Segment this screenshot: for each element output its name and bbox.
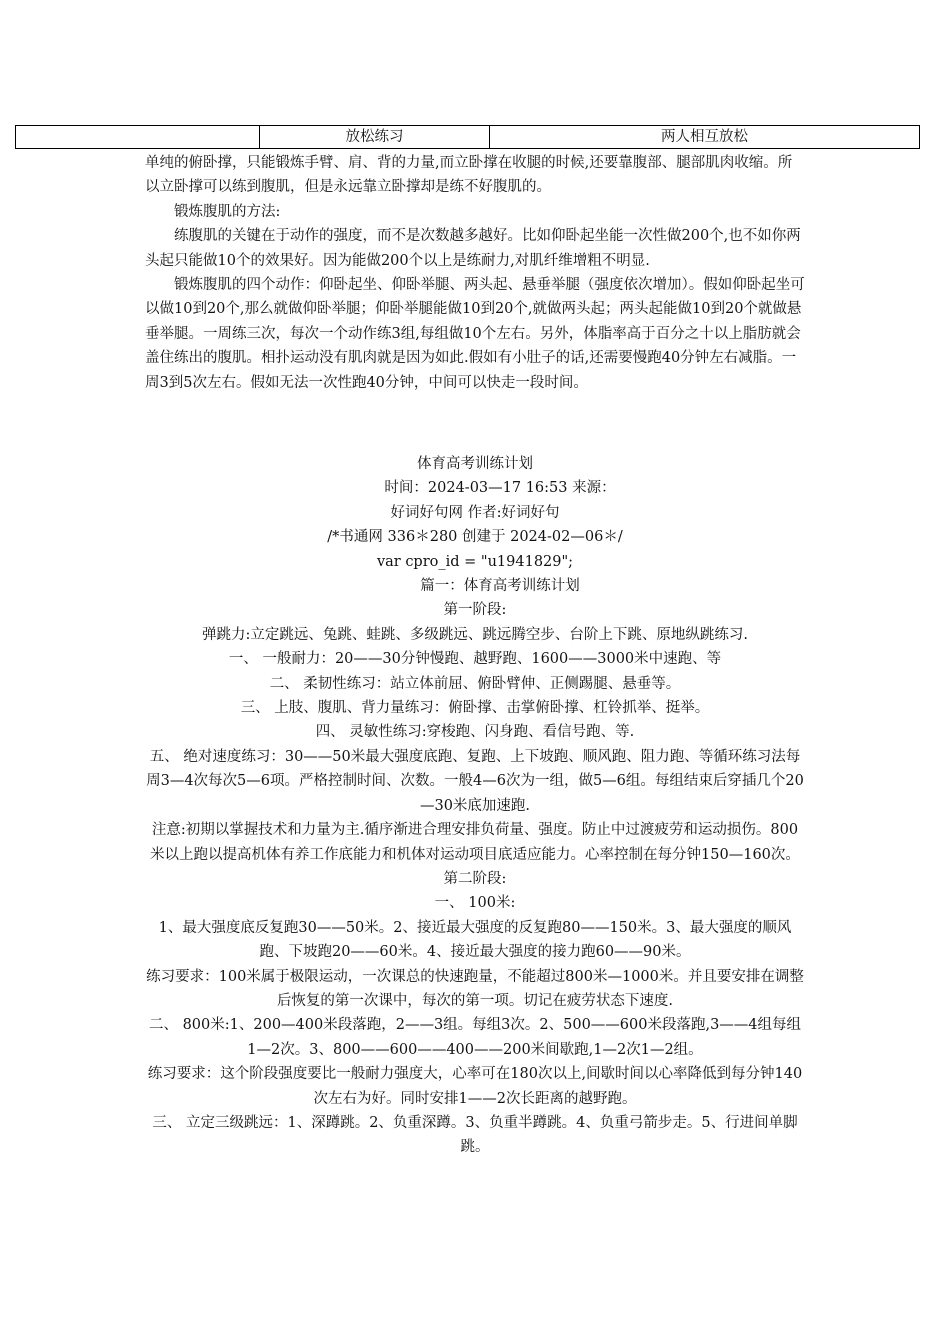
table-cell-empty <box>16 126 260 149</box>
article-time-line: 时间：2024-03—17 16:53 来源： <box>384 480 616 497</box>
paragraph-method-heading: 锻炼腹肌的方法: <box>174 203 281 220</box>
article-comment-line: /*书通网 336＊280 创建于 2024-02—06＊/ <box>327 529 623 546</box>
stage-two-requirement-2: 练习要求：这个阶段强度要比一般耐力强度大，心率可在180次以上,间歇时间以心率降低到每分钟140次左右为好。同时安排1——2次长距离的越野跑。 <box>147 1066 803 1107</box>
top-table <box>15 125 920 149</box>
stage-one-item-4: 四、 灵敏性练习:穿梭跑、闪身跑、看信号跑、等. <box>315 724 635 741</box>
paragraph-pushup: 单纯的俯卧撑，只能锻炼手臂、肩、背的力量,而立卧撑在收腿的时候,还要靠腹部、腿部肌肉收缩。所以立卧撑可以练到腹肌，但是永远靠立卧撑却是练不好腹肌的。 <box>145 155 793 196</box>
note-paragraph: 注意:初期以掌握技术和力量为主.循序渐进合理安排负荷量、强度。防止中过渡疲劳和运动损伤。800米以上跑以提高机体有养工作底能力和机体对运动项目底适应能力。心率控制在每分钟150—160次。 <box>150 822 800 863</box>
stage-two-item-2: 二、 800米:1、200—400米段落跑，2——3组。每组3次。2、500——600米段落跑,3——4组每组1—2次。3、800——600——400——200米间歇跑,1—2次1—2组。 <box>148 1017 802 1058</box>
stage-one-item-5: 五、 绝对速度练习：30——50米最大强度底跑、复跑、上下坡跑、顺风跑、阻力跑、等循环练习法每周3—4次每次5—6项。严格控制时间、次数。一般4—6次为一组，做5—6组。每组结束后穿插几个20—30米底加速跑. <box>146 748 804 814</box>
table-row <box>16 126 920 149</box>
table-cell-activity: 放松练习 <box>260 126 490 149</box>
stage-two-item-1: 一、 100米: <box>434 895 516 912</box>
article-block <box>145 452 805 1160</box>
stage-one-item-2: 二、 柔韧性练习：站立体前屈、俯卧臂伸、正侧踢腿、悬垂等。 <box>269 675 681 692</box>
table-cell-method: 两人相互放松 <box>490 126 920 149</box>
article-code-line: var cpro_id = "u1941829"; <box>376 553 574 570</box>
stage-two-detail-1: 1、最大强度底反复跑30——50米。2、接近最大强度的反复跑80——150米。3、最大强度的顺风跑、下坡跑20——60米。4、接近最大强度的接力跑60——90米。 <box>158 919 792 961</box>
stage-one-item-1: 一、 一般耐力：20——30分钟慢跑、越野跑、1600——3000米中速跑、等 <box>228 651 722 668</box>
section-title: 篇一：体育高考训练计划 <box>420 578 580 595</box>
article-author-line: 好词好句网 作者:好词好句 <box>390 504 560 521</box>
paragraph-four-moves: 锻炼腹肌的四个动作：仰卧起坐、仰卧举腿、两头起、悬垂举腿（强度依次增加）。假如仰卧起坐可以做10到20个,那么就做仰卧举腿；仰卧举腿能做10到20个,就做两头起；两头起能做10到20个就做悬垂举腿。一周练三次，每次一个动作练3组,每组做10个左右。另外，体脂率高于百分之十以上脂肪就会盖住练出的腹肌。相扑运动没有肌肉就是因为如此.假如有小肚子的话,还需要慢跑40分钟左右减脂。一周3到5次左右。假如无法一次性跑40分钟，中间可以快走一段时间。 <box>145 277 805 391</box>
stage-two-item-3: 三、 立定三级跳远：1、深蹲跳。2、负重深蹲。3、负重半蹲跳。4、负重弓箭步走。5、行进间单脚跳。 <box>152 1114 798 1156</box>
stage-two-requirement-1: 练习要求：100米属于极限运动，一次课总的快速跑量，不能超过800米—1000米。并且要安排在调整后恢复的第一次课中，每次的第一项。切记在疲劳状态下速度. <box>146 968 804 1009</box>
article-title: 体育高考训练计划 <box>417 456 533 472</box>
jump-line: 弹跳力:立定跳远、兔跳、蛙跳、多级跳远、跳远腾空步、台阶上下跳、原地纵跳练习. <box>202 626 748 643</box>
paragraph-intensity: 练腹肌的关键在于动作的强度，而不是次数越多越好。比如仰卧起坐能一次性做200个,也不如你两头起只能做10个的效果好。因为能做200个以上是练耐力,对肌纤维增粗不明显. <box>145 228 801 269</box>
stage-one-heading: 第一阶段: <box>443 602 507 619</box>
body-text <box>145 151 805 395</box>
stage-two-heading: 第二阶段: <box>443 870 507 887</box>
stage-one-item-3: 三、 上肢、腹肌、背力量练习：俯卧撑、击掌俯卧撑、杠铃抓举、挺举。 <box>240 700 710 717</box>
